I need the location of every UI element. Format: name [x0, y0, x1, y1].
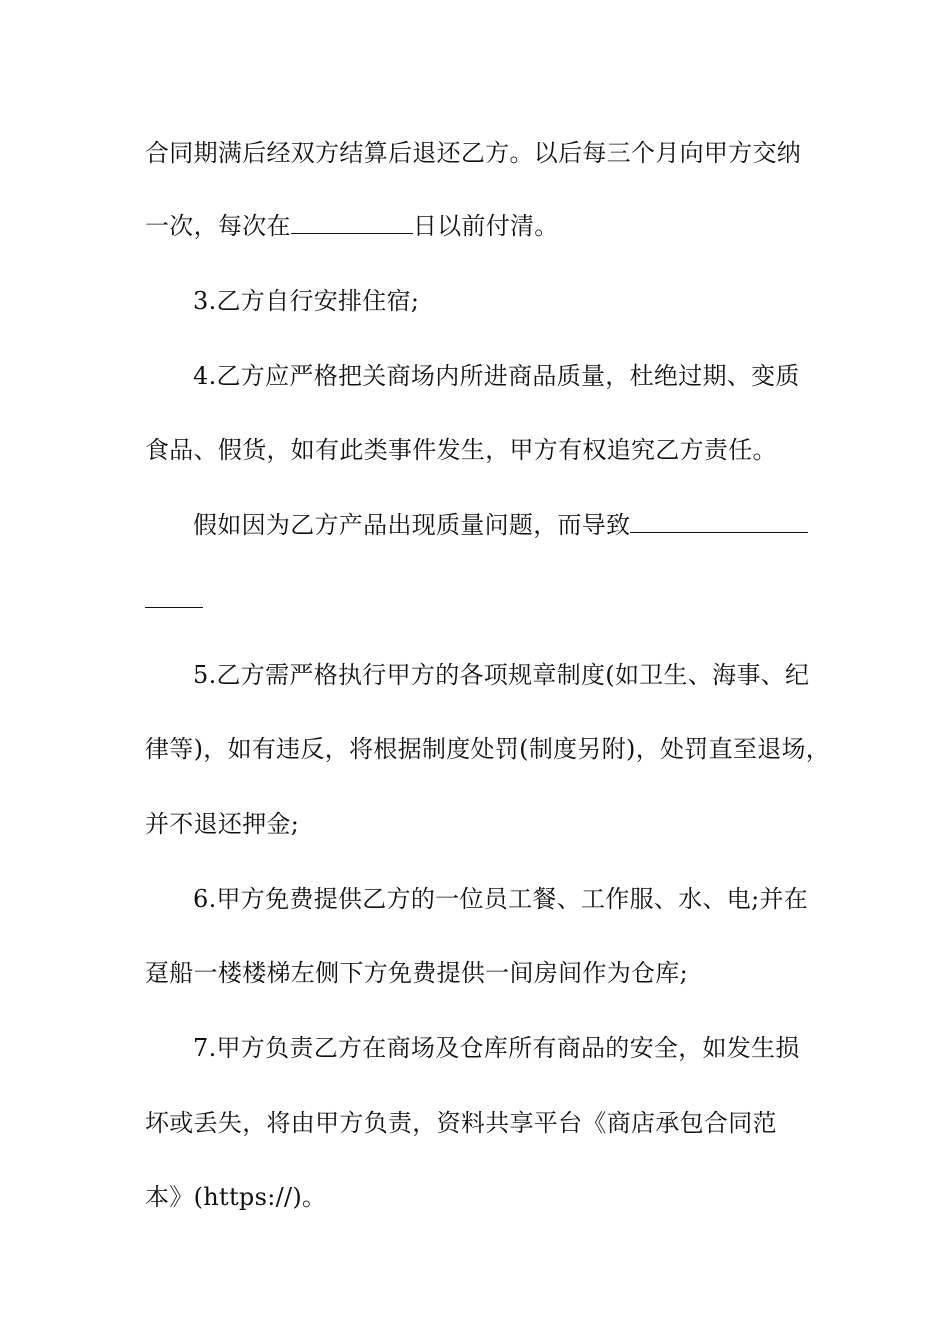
clause-5-line-2	[145, 733, 831, 765]
text-segment: 7.甲方负责乙方在商场及仓库所有商品的安全，如发生损	[193, 1034, 800, 1062]
clause-3	[193, 285, 810, 317]
text-segment: 并不退还押金;	[145, 810, 300, 838]
clause-5-line-3	[145, 808, 810, 840]
clause-6-line-1	[193, 883, 810, 915]
fill-in-blank-consequence-continued[interactable]	[145, 585, 203, 608]
text-segment: 坏或丢失，将由甲方负责，资料共享平台《商店承包合同范	[145, 1109, 777, 1137]
text-segment: 本》(https://)。	[145, 1183, 327, 1211]
text-segment: 日以前付清。	[412, 212, 559, 240]
fill-in-blank-date[interactable]	[291, 211, 413, 234]
clause-4-line-2	[145, 434, 810, 466]
text-segment: 合同期满后经双方结算后退还乙方。以后每三个月向甲方交纳	[145, 139, 802, 167]
clause-7-line-1	[193, 1032, 810, 1064]
text-segment: 5.乙方需严格执行甲方的各项规章制度(如卫生、海事、纪	[193, 661, 810, 689]
text-segment: 假如因为乙方产品出现质量问题，而导致	[193, 511, 631, 539]
clause-7-line-3	[145, 1181, 810, 1213]
clause-4-line-1	[193, 360, 810, 392]
text-segment: 一次，每次在	[145, 212, 291, 240]
text-segment: 6.甲方免费提供乙方的一位员工餐、工作服、水、电;并在	[193, 885, 809, 913]
clause-5-line-1	[193, 659, 810, 691]
clause-4-line-4	[145, 584, 810, 616]
paragraph-line-2	[145, 210, 810, 242]
text-segment: 律等)，如有违反，将根据制度处罚(制度另附)，处罚直至退场，	[145, 735, 831, 763]
clause-7-line-2	[145, 1107, 810, 1139]
clause-6-line-2	[145, 957, 810, 989]
text-segment: 趸船一楼楼梯左侧下方免费提供一间房间作为仓库;	[145, 959, 688, 987]
paragraph-line-1	[145, 137, 810, 169]
text-segment: 食品、假货，如有此类事件发生，甲方有权追究乙方责任。	[145, 436, 777, 464]
fill-in-blank-consequence[interactable]	[630, 510, 808, 533]
text-segment: 3.乙方自行安排住宿;	[193, 287, 420, 315]
clause-4-line-3	[193, 509, 810, 541]
text-segment: 4.乙方应严格把关商场内所进商品质量，杜绝过期、变质	[193, 362, 800, 390]
